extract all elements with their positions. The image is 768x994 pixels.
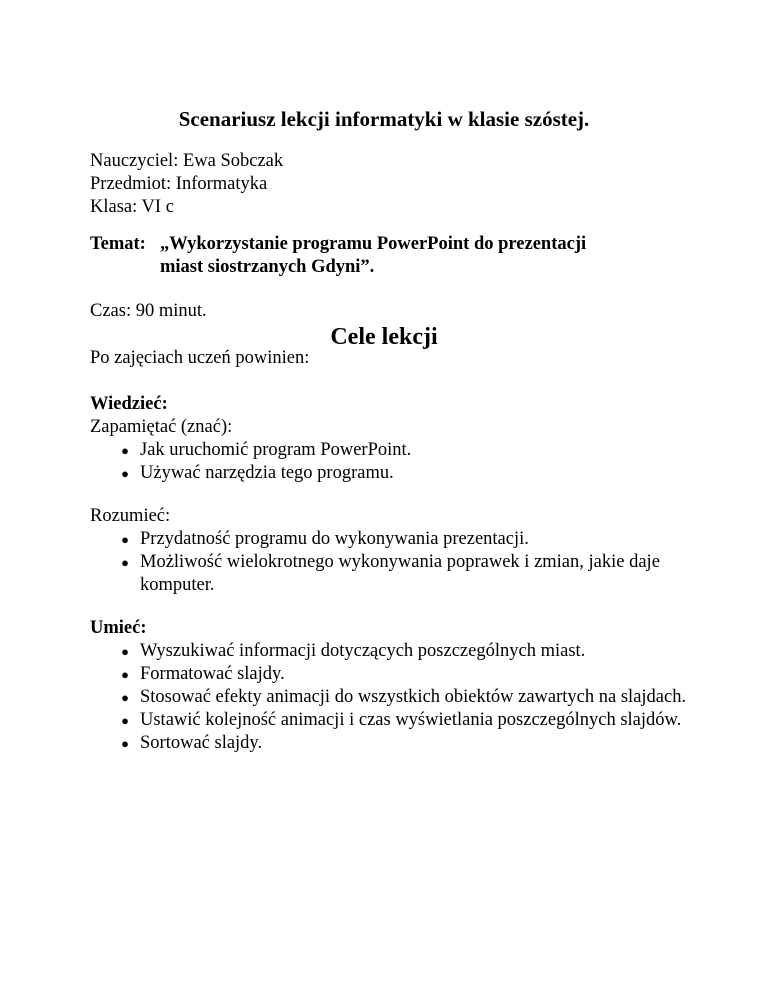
list-item-text: Jak uruchomić program PowerPoint. bbox=[140, 440, 412, 460]
bullet-icon: ● bbox=[121, 532, 129, 547]
list-item bbox=[90, 551, 710, 597]
understand-list bbox=[90, 528, 710, 597]
understand-heading: Rozumieć: bbox=[90, 506, 171, 526]
lesson-topic bbox=[90, 233, 710, 279]
list-item bbox=[90, 462, 710, 485]
know-subheading: Zapamiętać (znać): bbox=[90, 417, 233, 437]
list-item-text: Formatować slajdy. bbox=[140, 664, 285, 684]
able-list bbox=[90, 640, 710, 755]
list-item-text: Przydatność programu do wykonywania prezentacji. bbox=[140, 529, 529, 549]
section-able bbox=[90, 617, 710, 755]
list-item bbox=[90, 663, 710, 686]
topic-label: Temat: bbox=[90, 234, 146, 254]
document-title: Scenariusz lekcji informatyki w klasie szóstej. bbox=[178, 107, 590, 131]
list-item bbox=[90, 686, 710, 709]
bullet-icon: ● bbox=[121, 555, 129, 570]
list-item bbox=[90, 732, 710, 755]
bullet-icon: ● bbox=[121, 690, 129, 705]
lesson-meta bbox=[90, 150, 710, 219]
bullet-icon: ● bbox=[121, 443, 129, 458]
list-item-text: Używać narzędzia tego programu. bbox=[140, 463, 394, 483]
list-item-text: Ustawić kolejność animacji i czas wyświetlania poszczególnych slajdów. bbox=[140, 710, 682, 730]
list-item-text: Sortować slajdy. bbox=[140, 733, 263, 753]
list-item-text: Wyszukiwać informacji dotyczących poszczególnych miast. bbox=[140, 641, 586, 661]
subject-line: Przedmiot: Informatyka bbox=[90, 174, 268, 194]
list-item bbox=[90, 709, 710, 732]
list-item-text: Stosować efekty animacji do wszystkich obiektów zawartych na slajdach. bbox=[140, 687, 687, 707]
list-item bbox=[90, 439, 710, 462]
class-line: Klasa: VI c bbox=[90, 197, 174, 217]
bullet-icon: ● bbox=[121, 466, 129, 481]
bullet-icon: ● bbox=[121, 736, 129, 751]
list-item bbox=[90, 640, 710, 663]
section-know bbox=[90, 393, 710, 485]
teacher-line: Nauczyciel: Ewa Sobczak bbox=[90, 151, 284, 171]
bullet-icon: ● bbox=[121, 713, 129, 728]
topic-text-line1: „Wykorzystanie programu PowerPoint do prezentacji bbox=[160, 234, 587, 254]
topic-text-line2: miast siostrzanych Gdyni”. bbox=[160, 257, 375, 277]
know-list bbox=[90, 439, 710, 485]
know-heading: Wiedzieć: bbox=[90, 394, 168, 414]
goals-heading: Cele lekcji bbox=[330, 324, 438, 350]
able-heading: Umieć: bbox=[90, 618, 147, 638]
bullet-icon: ● bbox=[121, 644, 129, 659]
list-item-text: Możliwość wielokrotnego wykonywania poprawek i zmian, jakie daje komputer. bbox=[140, 552, 660, 595]
list-item bbox=[90, 528, 710, 551]
section-understand bbox=[90, 505, 710, 597]
goals-intro: Po zajęciach uczeń powinien: bbox=[90, 348, 310, 368]
bullet-icon: ● bbox=[121, 667, 129, 682]
topic-row bbox=[90, 233, 710, 256]
lesson-time: Czas: 90 minut. bbox=[90, 301, 207, 321]
